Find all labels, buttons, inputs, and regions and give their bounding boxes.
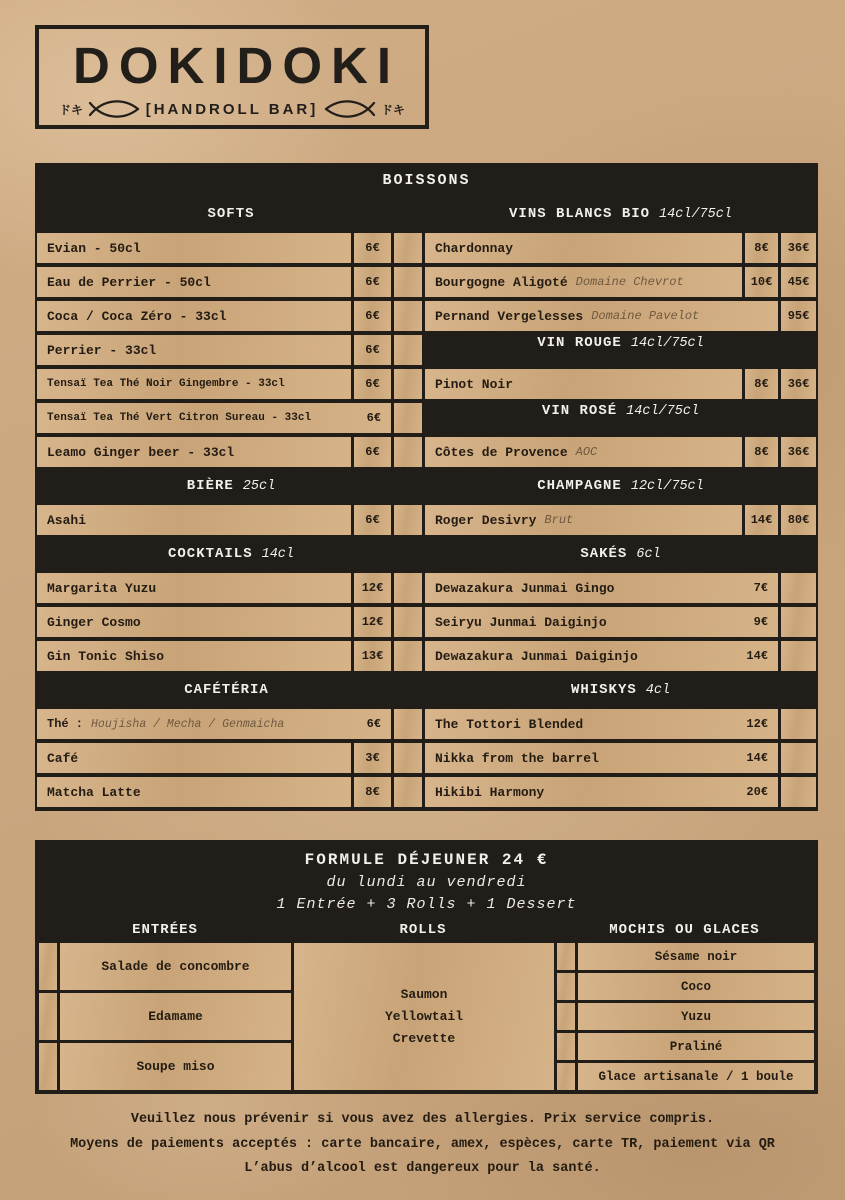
- spacer-cell: [394, 267, 422, 297]
- empty-price-cell: [781, 641, 816, 671]
- roll-item: Yellowtail: [384, 1008, 463, 1024]
- spacer-cell: [394, 777, 422, 807]
- item-note: Brut: [544, 513, 574, 527]
- empty-price-cell: [781, 573, 816, 603]
- spacer-cell: [394, 335, 422, 365]
- entrees-spacer-column: [39, 943, 57, 1090]
- column-header-rolls: ROLLS: [399, 922, 447, 938]
- section-header-row: [37, 199, 816, 229]
- fish-icon: [88, 100, 140, 118]
- spacer-cell: [394, 505, 422, 535]
- entrees-column: [60, 943, 291, 1090]
- section-header-sakes: SAKÉS 6cl: [580, 546, 661, 562]
- menu-item: Asahi: [37, 505, 351, 535]
- item-price: 7€: [753, 581, 768, 595]
- item-price: 6€: [366, 411, 381, 425]
- section-header-row: [37, 471, 816, 501]
- column-header-desserts: MOCHIS OU GLACES: [609, 922, 760, 938]
- item-price: 6€: [354, 267, 391, 297]
- dessert-item: Praliné: [578, 1033, 814, 1060]
- section-header-vin-rouge: VIN ROUGE 14cl/75cl: [537, 335, 704, 351]
- footer-notices: [0, 1108, 845, 1182]
- rolls-column: [294, 943, 554, 1090]
- menu-item: Dewazakura Junmai Gingo 7€: [425, 573, 778, 603]
- menu-item: Pernand Vergelesses Domaine Pavelot: [425, 301, 778, 331]
- item-price: 6€: [354, 301, 391, 331]
- spacer-cell: [394, 369, 422, 399]
- logo-title: DOKIDOKI: [73, 37, 400, 94]
- item-price: 36€: [781, 369, 816, 399]
- item-price: 6€: [354, 369, 391, 399]
- desserts-column: [578, 943, 814, 1090]
- menu-item: Tensaï Tea Thé Noir Gingembre - 33cl: [37, 369, 351, 399]
- logo-subtitle-row: [39, 100, 425, 118]
- spacer-cell: [39, 993, 57, 1040]
- item-price: 10€: [745, 267, 778, 297]
- dessert-item: Coco: [578, 973, 814, 1000]
- section-header-champagne: CHAMPAGNE 12cl/75cl: [537, 478, 704, 494]
- item-price: 45€: [781, 267, 816, 297]
- dessert-item: Glace artisanale / 1 boule: [578, 1063, 814, 1090]
- roll-item: Saumon: [400, 986, 448, 1002]
- entree-item: Soupe miso: [60, 1043, 291, 1090]
- spacer-cell: [394, 743, 422, 773]
- empty-price-cell: [781, 607, 816, 637]
- menu-item: Coca / Coca Zéro - 33cl: [37, 301, 351, 331]
- logo-box: [35, 25, 429, 129]
- formula-column-headers: [35, 922, 818, 938]
- formula-table: [35, 943, 818, 1090]
- spacer-cell: [394, 301, 422, 331]
- menu-item: Dewazakura Junmai Daiginjo 14€: [425, 641, 778, 671]
- item-price: 6€: [354, 233, 391, 263]
- spacer-cell: [557, 943, 575, 970]
- alcohol-notice: L’abus d’alcool est dangereux pour la santé.: [244, 1161, 601, 1176]
- menu-item: Margarita Yuzu: [37, 573, 351, 603]
- item-price: 12€: [354, 573, 391, 603]
- entree-item: Edamame: [60, 993, 291, 1040]
- empty-price-cell: [781, 743, 816, 773]
- spacer-cell: [394, 607, 422, 637]
- menu-item: Perrier - 33cl: [37, 335, 351, 365]
- spacer-cell: [394, 233, 422, 263]
- spacer-cell: [557, 1003, 575, 1030]
- item-price: 3€: [354, 743, 391, 773]
- logo-jp-right: ドキ: [380, 103, 405, 118]
- item-price: 12€: [354, 607, 391, 637]
- item-price: 80€: [781, 505, 816, 535]
- spacer-cell: [394, 403, 422, 433]
- item-price: 9€: [753, 615, 768, 629]
- empty-price-cell: [781, 709, 816, 739]
- menu-item: Nikka from the barrel 14€: [425, 743, 778, 773]
- item-price: 14€: [746, 649, 768, 663]
- menu-item: Côtes de Provence AOC: [425, 437, 742, 467]
- spacer-cell: [394, 709, 422, 739]
- section-header-cafeteria: CAFÉTÉRIA: [184, 682, 269, 698]
- menu-item: Chardonnay: [425, 233, 742, 263]
- dessert-item: Yuzu: [578, 1003, 814, 1030]
- item-price: 36€: [781, 233, 816, 263]
- section-header-vins-blancs: VINS BLANCS BIO 14cl/75cl: [509, 206, 732, 222]
- item-price: 6€: [354, 505, 391, 535]
- spacer-cell: [39, 1043, 57, 1090]
- menu-item: Pinot Noir: [425, 369, 742, 399]
- roll-item: Crevette: [392, 1030, 456, 1046]
- item-price: 8€: [354, 777, 391, 807]
- logo-jp-left: ドキ: [59, 103, 84, 118]
- section-header-biere: BIÈRE 25cl: [186, 478, 276, 494]
- lunch-formula-block: [35, 840, 818, 1094]
- item-price: 6€: [354, 437, 391, 467]
- payment-notice: Moyens de paiements acceptés : carte bancaire, amex, espèces, carte TR, paiement via QR: [70, 1136, 775, 1152]
- fish-icon: [324, 100, 376, 118]
- menu-item: Ginger Cosmo: [37, 607, 351, 637]
- desserts-spacer-column: [557, 943, 575, 1090]
- spacer-cell: [557, 1063, 575, 1090]
- item-price: 95€: [781, 301, 816, 331]
- section-header-row: [37, 539, 816, 569]
- section-header-cocktails: COCKTAILS 14cl: [167, 546, 295, 562]
- menu-item: Thé : Houjisha / Mecha / Genmaicha 6€: [37, 709, 391, 739]
- logo-subtitle: [HANDROLL BAR]: [145, 100, 319, 118]
- menu-item: Gin Tonic Shiso: [37, 641, 351, 671]
- item-price: 8€: [745, 437, 778, 467]
- item-price: 12€: [746, 717, 768, 731]
- formula-days: du lundi au vendredi: [326, 874, 527, 891]
- formula-composition: 1 Entrée + 3 Rolls + 1 Dessert: [276, 896, 577, 913]
- menu-item: Roger Desivry Brut: [425, 505, 742, 535]
- menu-item: Tensaï Tea Thé Vert Citron Sureau - 33cl 6€: [37, 403, 391, 433]
- menu-item: Hikibi Harmony 20€: [425, 777, 778, 807]
- spacer-cell: [394, 573, 422, 603]
- formula-title: FORMULE DÉJEUNER 24 €: [304, 851, 549, 869]
- item-note: Domaine Pavelot: [591, 309, 700, 323]
- section-header-vin-rose: VIN ROSÉ 14cl/75cl: [541, 403, 700, 419]
- item-price: 14€: [745, 505, 778, 535]
- spacer-cell: [39, 943, 57, 990]
- allergy-notice: Veuillez nous prévenir si vous avez des allergies. Prix service compris.: [130, 1112, 715, 1127]
- section-header-row: [37, 675, 816, 705]
- menu-item: Leamo Ginger beer - 33cl: [37, 437, 351, 467]
- section-header-softs: SOFTS: [207, 206, 255, 222]
- item-price: 6€: [366, 717, 381, 731]
- item-note: Houjisha / Mecha / Genmaicha: [91, 718, 285, 731]
- spacer-cell: [557, 973, 575, 1000]
- menu-item: The Tottori Blended 12€: [425, 709, 778, 739]
- item-note: AOC: [575, 445, 598, 459]
- spacer-cell: [394, 641, 422, 671]
- menu-item: Bourgogne Aligoté Domaine Chevrot: [425, 267, 742, 297]
- section-header-whiskys: WHISKYS 4cl: [570, 682, 671, 698]
- menu-item: Eau de Perrier - 50cl: [37, 267, 351, 297]
- item-price: 8€: [745, 369, 778, 399]
- item-price: 20€: [746, 785, 768, 799]
- column-header-entrees: ENTRÉES: [132, 922, 198, 938]
- entree-item: Salade de concombre: [60, 943, 291, 990]
- menu-item: Café: [37, 743, 351, 773]
- item-note: Domaine Chevrot: [575, 275, 684, 289]
- empty-price-cell: [781, 777, 816, 807]
- spacer-cell: [557, 1033, 575, 1060]
- spacer-cell: [394, 437, 422, 467]
- item-price: 8€: [745, 233, 778, 263]
- rolls-cell: [294, 943, 554, 1090]
- menu-item: Evian - 50cl: [37, 233, 351, 263]
- drinks-menu: [35, 163, 818, 811]
- item-price: 13€: [354, 641, 391, 671]
- drinks-title: BOISSONS: [382, 171, 471, 189]
- menu-item: Seiryu Junmai Daiginjo 9€: [425, 607, 778, 637]
- menu-item: Matcha Latte: [37, 777, 351, 807]
- item-price: 36€: [781, 437, 816, 467]
- item-price: 14€: [746, 751, 768, 765]
- dessert-item: Sésame noir: [578, 943, 814, 970]
- item-price: 6€: [354, 335, 391, 365]
